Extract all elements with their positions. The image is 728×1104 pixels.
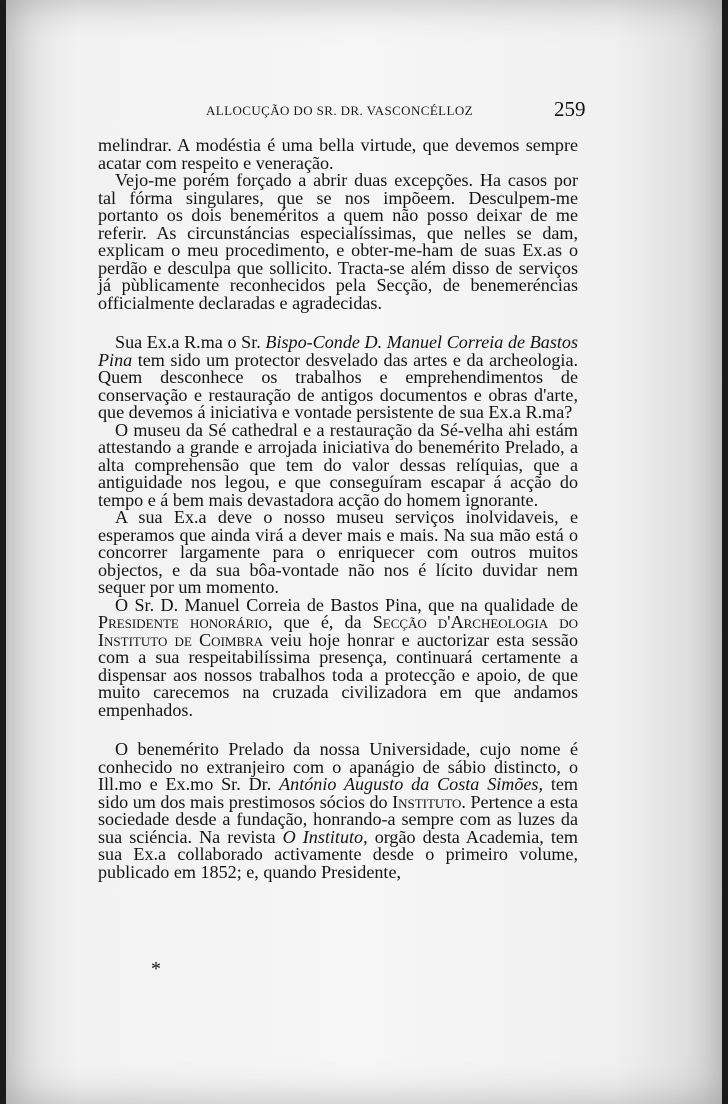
paragraph-gap (98, 719, 578, 741)
paragraph-3: Sua Ex.a R.ma o Sr. Bispo-Conde D. Manuel Correia de Bastos Pina tem sido um protector desvelado das artes e da archeologia. Quem desconhece os trabalhos e emprehendimentos de conservação e restauração de antigos documentos e obras d'arte, que devemos á iniciativa e vontade persistente de sua Ex.a R.ma? (98, 332, 578, 422)
paragraph-7: O benemérito Prelado da nossa Universidade, cujo nome é conhecido no extranjeiro com o apanágio de sábio distincto, o Ill.mo e Ex.mo Sr. Dr. António Augusto da Costa Simões, tem sido um dos mais prestimosos sócios do Instituto. Pertence a esta sociedade desde a fundação, honrando-a sempre com as luzes da sua sciéncia. Na revista O Instituto, orgão desta Academia, tem sua Ex.a collaborado activamente desde o primeiro volume, publicado em 1852; e, quando Presidente, (98, 739, 578, 882)
bishop-name: Bispo-Conde D. Manuel Correia de Bastos Pina (98, 332, 578, 370)
page-number: 259 (554, 97, 586, 121)
paragraph-4: O museu da Sé cathedral e a restauração da Sé-velha ahi estám attestando a grande e arrojada iniciativa do benemérito Prelado, a alta comprehensão que tem do valor dessas relíquias, que a antiguidade nos legou, e que conseguíram escapar á acção do tempo e á bem mais devastadora acção do homem ignorante. (98, 419, 578, 510)
paragraph-1: melindrar. A modéstia é uma bella virtude, que devemos sempre acatar com respeito e veneração. (98, 135, 578, 173)
professor-name: António Augusto da Costa Simões (279, 774, 539, 794)
paragraph-6: O Sr. D. Manuel Correia de Bastos Pina, que na qualidade de Presidente honorário, que é, da Secção d'Archeologia do Instituto de Coimbra veiu hoje honrar e auctorizar esta sessão com a sua respeitabilíssima presença, continuará certamente a dispensar aos nossos trabalhos toda a protecção e apoio, de que muito carecemos na cruzada civilizadora em que andamos empenhados. (98, 594, 579, 720)
paragraph-2: Vejo-me porém forçado a abrir duas excepções. Ha casos por tal fórma singulares, que se nos impõeem. Desculpem-me portanto os dois beneméritos a quem não posso deixar de me referir. As circunstáncias especialíssimas, que nelles se dam, explicam o meu procedimento, e obter-me-ham de suas Ex.as o perdão e desculpa que sollicito. Tracta-se além disso de serviços já pùblicamente reconhecidos pela Secção, de benemeréncias officialmente declaradas e agradecidas. (98, 170, 578, 313)
journal-title: O Instituto (282, 826, 364, 847)
scanned-page (6, 0, 722, 1104)
running-header: ALLOCUÇÃO DO SR. DR. VASCONCÉLLOZ (206, 103, 473, 118)
paragraph-5: A sua Ex.a deve o nosso museu serviços inolvidaveis, e esperamos que ainda virá a dever mais e mais. Na sua mão está o concorrer largamente para o enriquecer com outros muitos objectos, e da sua bôa-vontade não nos é lícito duvidar nem sequer por um momento. (98, 507, 578, 597)
signature-mark: * (151, 958, 161, 980)
body-text (98, 137, 578, 881)
paragraph-gap (98, 312, 578, 334)
